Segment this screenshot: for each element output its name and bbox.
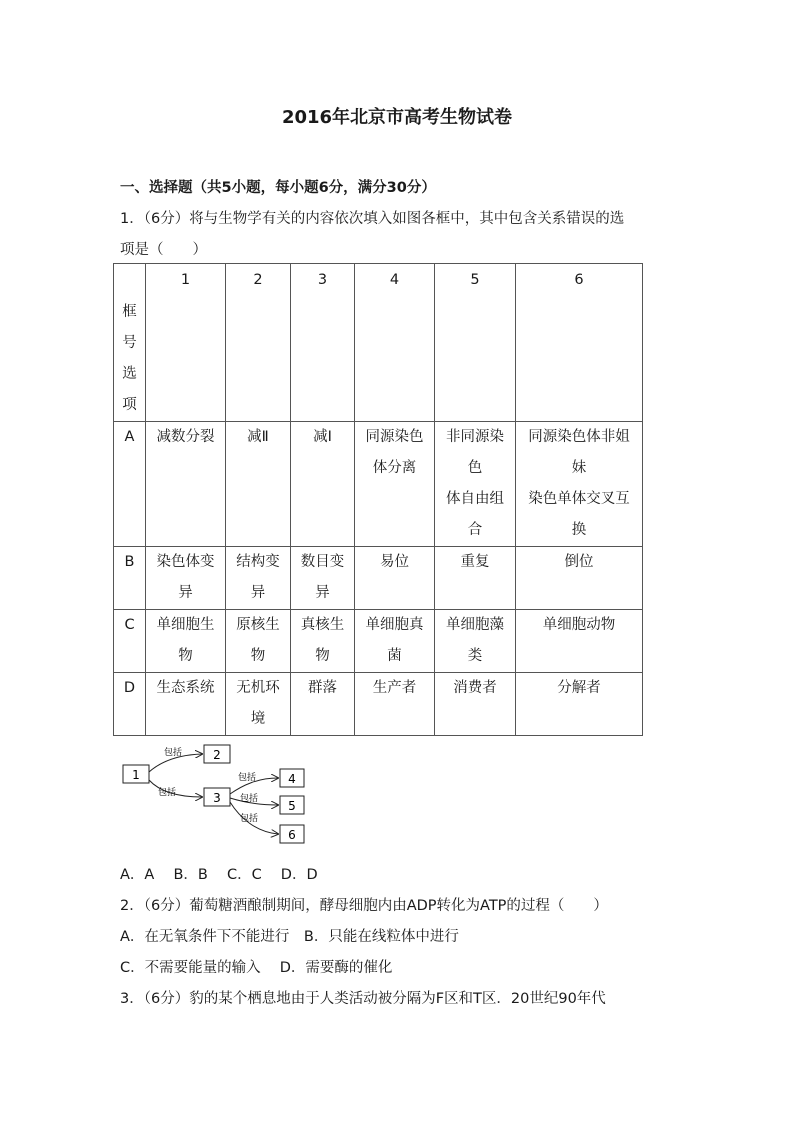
cell-text: 减数分裂 xyxy=(156,429,215,445)
cell-text: 重复 xyxy=(460,554,490,570)
cell-text: 物 xyxy=(178,648,193,664)
page-title: 2016年北京市高考生物试卷 xyxy=(281,107,513,128)
cell-text: 单细胞生 xyxy=(156,617,215,633)
cell-text: 境 xyxy=(250,711,266,727)
cell-text: 体自由组 xyxy=(446,491,504,507)
cell-text: 换 xyxy=(571,522,587,538)
cell-text: 合 xyxy=(467,522,483,538)
row-label: B xyxy=(114,547,146,610)
cell-text: 异 xyxy=(178,585,193,601)
diagram-box-label: 3 xyxy=(213,791,221,805)
table-row xyxy=(114,673,643,736)
cell-text: 妹 xyxy=(571,460,587,476)
cell-text: 生态系统 xyxy=(156,680,215,696)
header-cell: 4 xyxy=(355,264,435,422)
q2-stem: 2．（6分）葡萄糖酒酿制期间，酵母细胞内由ADP转化为ATP的过程（ ） xyxy=(120,898,608,914)
cell-text: 群落 xyxy=(308,680,337,696)
cell-text: 物 xyxy=(315,648,330,664)
header-cell: 2 xyxy=(226,264,291,422)
cell-text: 消费者 xyxy=(453,680,497,696)
cell-text: 单细胞藻 xyxy=(446,617,504,633)
diagram-box-label: 5 xyxy=(288,799,296,813)
cell-text: 倒位 xyxy=(564,554,594,570)
cell-text: 真核生 xyxy=(300,617,345,633)
q2-options-cd: C．不需要能量的输入 D．需要酶的催化 xyxy=(120,960,393,976)
edge-label: 包括 xyxy=(158,788,177,798)
diagram-box-label: 1 xyxy=(132,768,140,782)
table-row xyxy=(114,610,643,673)
corner-char: 项 xyxy=(122,397,137,413)
diagram-box-label: 4 xyxy=(288,772,296,786)
row-label: D xyxy=(114,673,146,736)
corner-cell xyxy=(114,264,146,422)
cell-text: 单细胞真 xyxy=(365,617,424,633)
cell-text: 异 xyxy=(250,585,266,601)
cell-text: 生产者 xyxy=(372,680,417,696)
table-row xyxy=(114,547,643,610)
table-row xyxy=(114,422,643,547)
q1-stem-line1: 1．（6分）将与生物学有关的内容依次填入如图各框中，其中包含关系错误的选 xyxy=(120,211,625,227)
cell-text: 结构变 xyxy=(236,554,280,570)
cell-text: 体分离 xyxy=(372,460,417,476)
header-cell: 1 xyxy=(146,264,226,422)
cell-text: 原核生 xyxy=(236,617,280,633)
cell-text: 菌 xyxy=(387,648,402,664)
edge-label: 包括 xyxy=(240,814,259,824)
cell-text: 易位 xyxy=(380,554,409,570)
cell-text: 分解者 xyxy=(557,680,601,696)
cell-text: 减Ⅰ xyxy=(313,429,332,445)
q1-table xyxy=(113,263,643,736)
cell-text: 染色体变 xyxy=(156,554,215,570)
edge-label: 包括 xyxy=(164,748,183,758)
diagram-box-label: 2 xyxy=(213,748,221,762)
cell-text: 物 xyxy=(250,648,266,664)
edge-label: 包括 xyxy=(238,773,257,783)
section-heading: 一、选择题（共5小题，每小题6分，满分30分） xyxy=(120,180,436,196)
row-label: C xyxy=(114,610,146,673)
q3-stem: 3．（6分）豹的某个栖息地由于人类活动被分隔为F区和T区．20世纪90年代 xyxy=(120,991,606,1007)
cell-text: 数目变 xyxy=(300,554,345,570)
row-label: A xyxy=(114,422,146,547)
cell-text: 异 xyxy=(315,585,330,601)
q1-stem-line2: 项是（ ） xyxy=(120,242,207,258)
diagram-box-label: 6 xyxy=(288,828,296,842)
cell-text: 单细胞动物 xyxy=(542,617,616,633)
inclusion-diagram xyxy=(118,740,318,848)
cell-text: 同源染色 xyxy=(365,429,424,445)
cell-text: 同源染色体非姐 xyxy=(528,429,630,445)
cell-text: 无机环 xyxy=(236,680,280,696)
header-cell: 5 xyxy=(435,264,516,422)
header-cell: 3 xyxy=(291,264,355,422)
edge-label: 包括 xyxy=(240,794,259,804)
cell-text: 类 xyxy=(467,648,483,664)
table-header-row xyxy=(114,264,643,422)
cell-text: 色 xyxy=(467,460,483,476)
q1-options: A．A B．B C．C D．D xyxy=(120,867,318,883)
corner-char: 框 xyxy=(122,304,137,320)
cell-text: 非同源染 xyxy=(446,429,504,445)
corner-char: 选 xyxy=(122,366,137,382)
corner-char: 号 xyxy=(122,335,137,351)
q2-options-ab: A．在无氧条件下不能进行 B．只能在线粒体中进行 xyxy=(120,929,459,945)
cell-text: 减Ⅱ xyxy=(247,429,269,445)
header-cell: 6 xyxy=(516,264,643,422)
cell-text: 染色单体交叉互 xyxy=(528,491,630,507)
